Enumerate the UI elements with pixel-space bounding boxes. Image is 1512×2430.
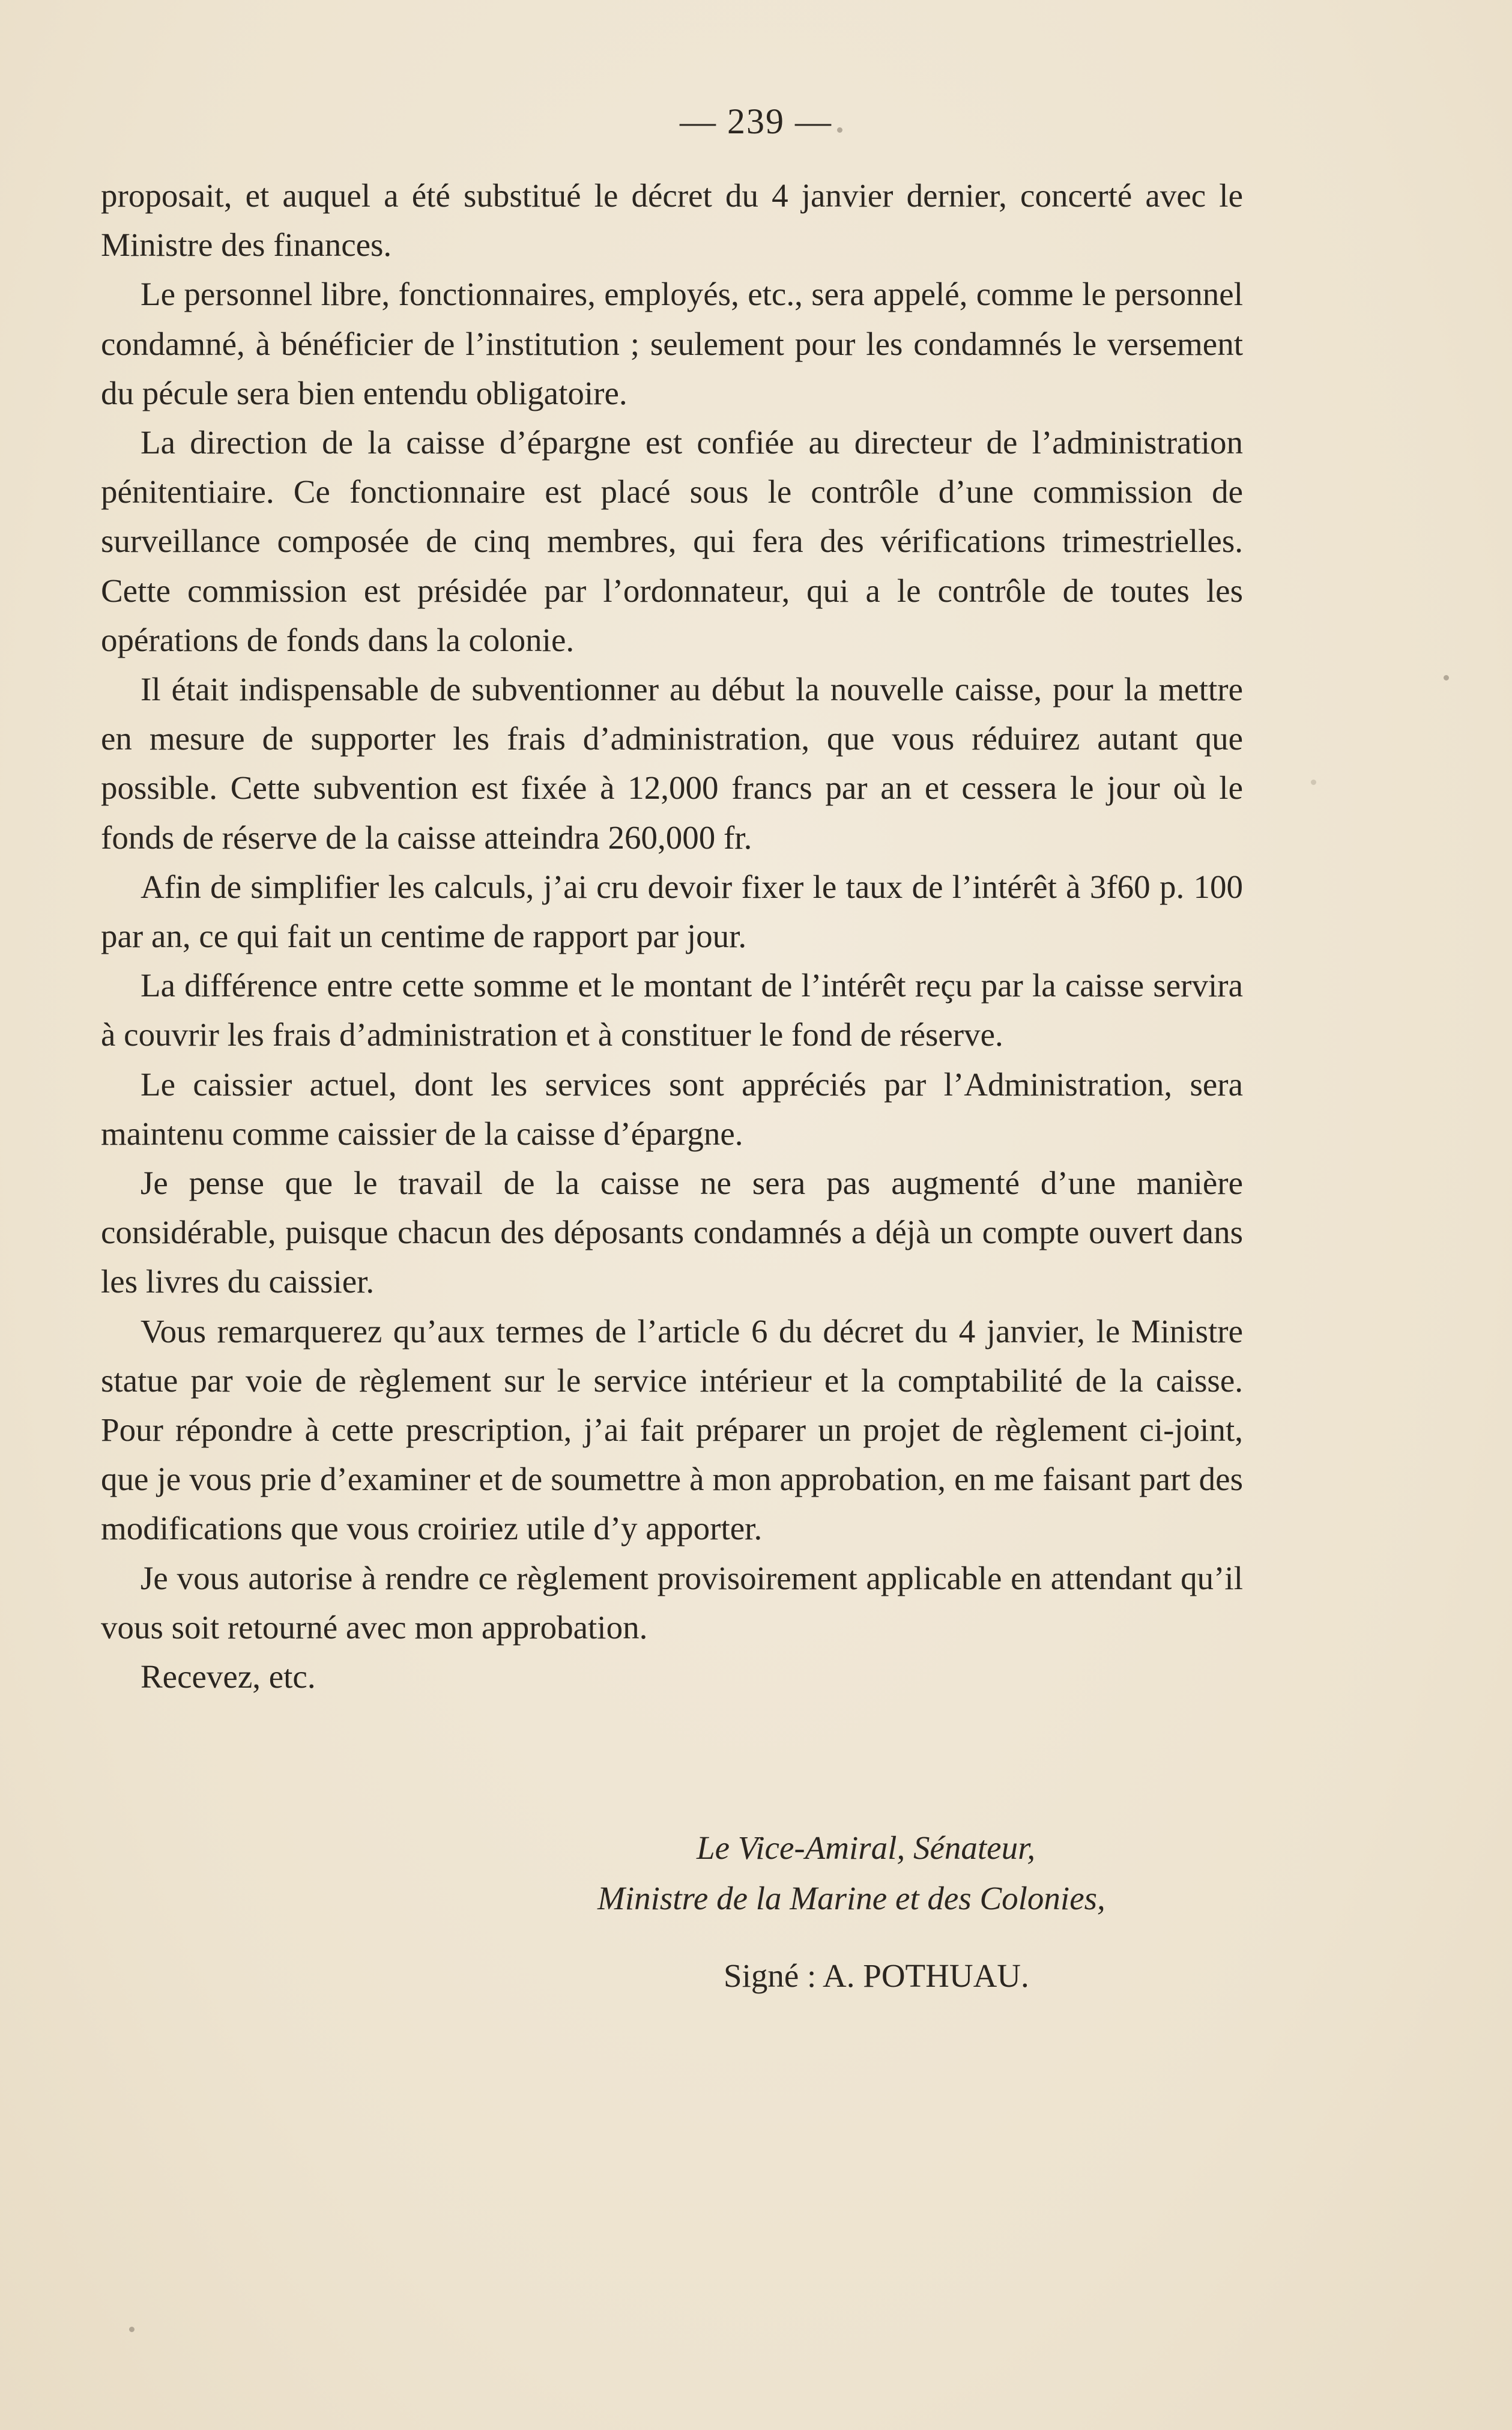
paper-speck <box>129 2327 135 2332</box>
paragraph: proposait, et auquel a été substitué le décret du 4 janvier dernier, concerté avec le Ministre des finances. <box>101 177 1243 264</box>
paper-speck <box>1311 780 1316 785</box>
paper-speck <box>1444 675 1449 680</box>
paragraph: Je vous autorise à rendre ce règlement provisoirement applicable en attendant qu’il vous soit retourné avec mon approbation. <box>101 1559 1243 1646</box>
paragraph: Le personnel libre, fonctionnaires, employés, etc., sera appelé, comme le personnel condamné, à bénéficier de l’institution ; seulement pour les condamnés le versement du pécule sera bien entendu obligatoire. <box>101 276 1243 411</box>
paragraph: La différence entre cette somme et le montant de l’intérêt reçu par la caisse servira à couvrir les frais d’administration et à constituer le fond de réserve. <box>101 967 1243 1053</box>
paragraph: Afin de simplifier les calculs, j’ai cru devoir fixer le taux de l’intérêt à 3f60 p. 100 par an, ce qui fait un centime de rapport par jour. <box>101 868 1243 955</box>
signatory-name: Signé : A. POTHUAU. <box>724 1957 1029 1994</box>
paragraph: Il était indispensable de subventionner au début la nouvelle caisse, pour la mettre en mesure de supporter les frais d’administration, que vous réduirez autant que possible. Cette subvention est fixée à 12,000 francs par an et cessera le jour où le fonds de réserve de la caisse atteindra 260,000 fr. <box>101 671 1243 856</box>
closing-salutation: Recevez, etc. <box>141 1658 316 1695</box>
paper-speck <box>837 127 842 133</box>
paragraph: Je pense que le travail de la caisse ne sera pas augmenté d’une manière considérable, puisque chacun des déposants condamnés a déjà un compte ouvert dans les livres du caissier. <box>101 1165 1243 1300</box>
signatory-title: Le Vice-Amiral, Sénateur, <box>697 1829 1036 1866</box>
paragraph: Le caissier actuel, dont les services sont appréciés par l’Administration, sera maintenu comme caissier de la caisse d’épargne. <box>101 1065 1243 1152</box>
letter-body <box>101 171 1243 1701</box>
paragraph: La direction de la caisse d’épargne est confiée au directeur de l’administration pénitentiaire. Ce fonctionnaire est placé sous le contrôle d’une commission de surveillance composée de cinq membres, qui fera des vérifications trimestrielles. Cette commission est présidée par l’ordonnateur, qui a le contrôle de toutes les opérations de fonds dans la colonie. <box>101 424 1243 658</box>
paragraph: Vous remarquerez qu’aux termes de l’article 6 du décret du 4 janvier, le Ministre statue par voie de règlement sur le service intérieur et la comptabilité de la caisse. Pour répondre à cette prescription, j’ai fait préparer un projet de règlement ci-joint, que je vous prie d’examiner et de soumettre à mon approbation, en me faisant part des modifications que vous croiriez utile d’y apporter. <box>101 1312 1243 1547</box>
page-number: — 239 — <box>680 102 832 141</box>
signatory-ministry: Ministre de la Marine et des Colonies, <box>597 1880 1105 1916</box>
